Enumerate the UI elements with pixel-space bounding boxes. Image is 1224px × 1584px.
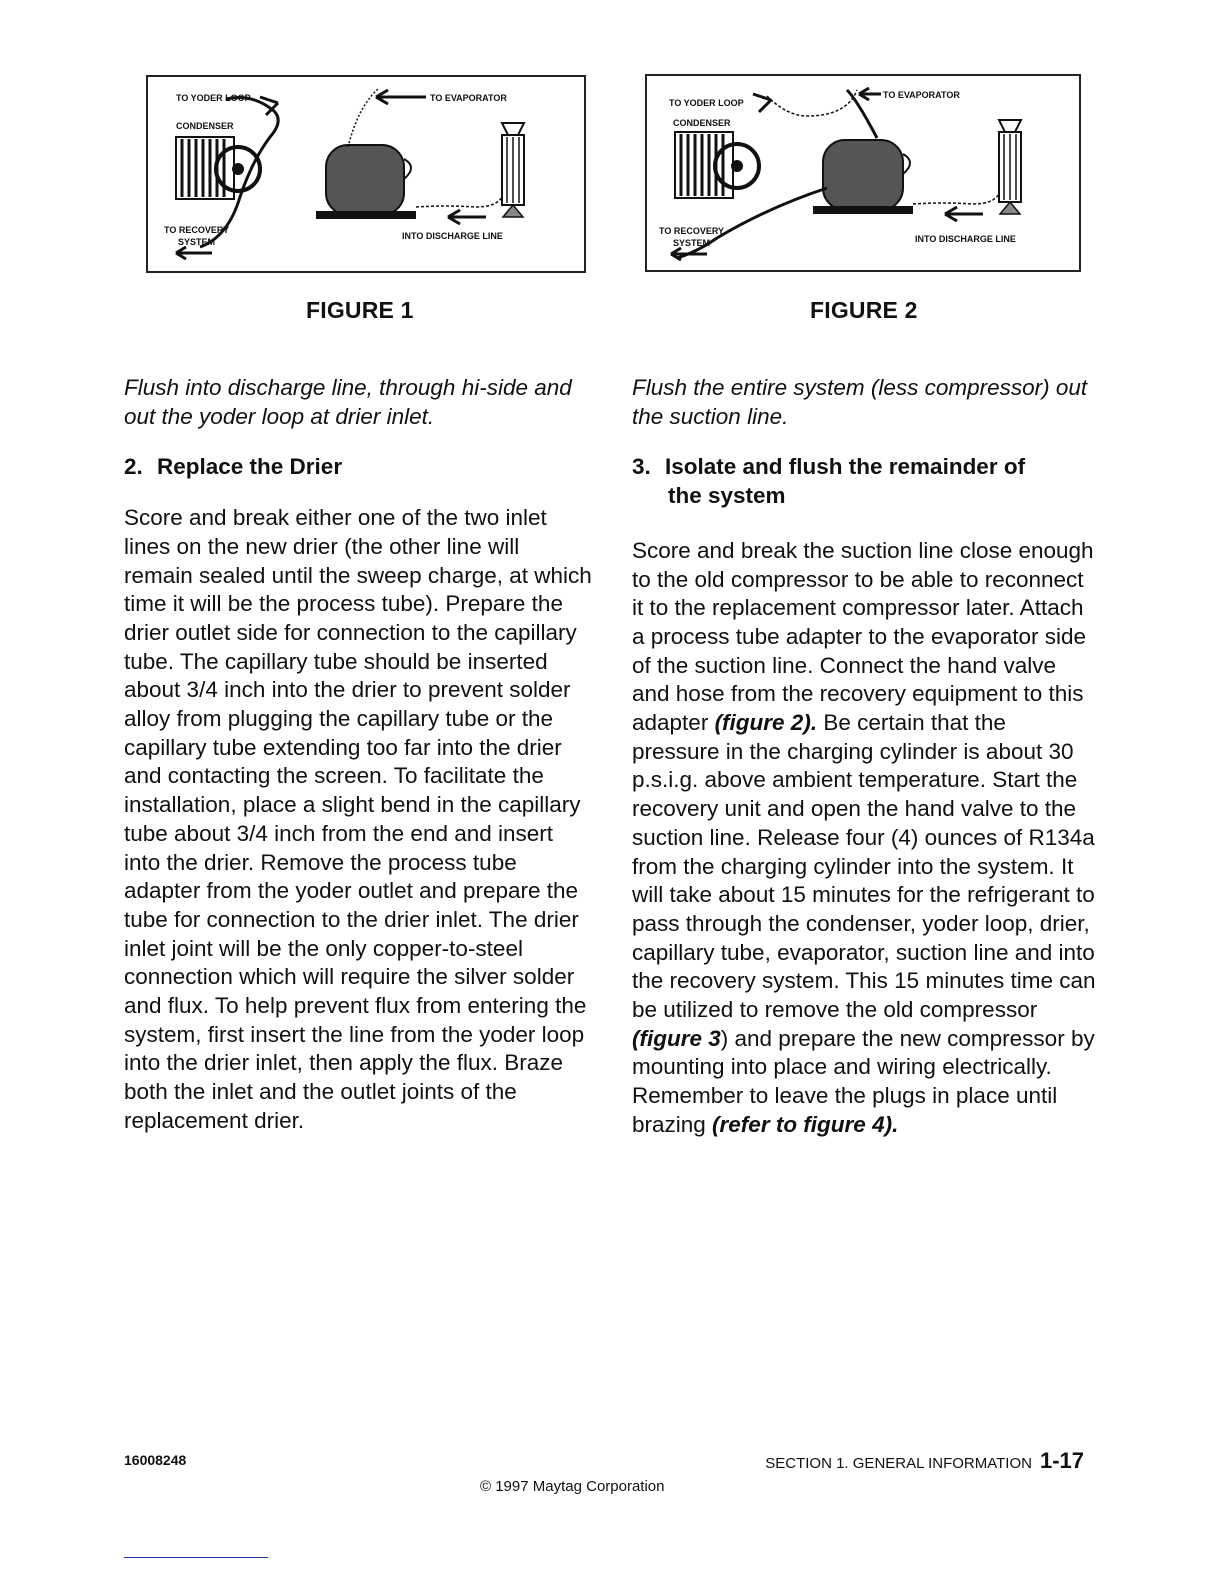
- label-condenser: CONDENSER: [673, 118, 731, 128]
- heading-number: 2.: [124, 454, 143, 480]
- arrow-evaporator-icon: [859, 88, 881, 100]
- page-number: 1-17: [1039, 1448, 1084, 1473]
- label-evaporator: TO EVAPORATOR: [430, 93, 507, 103]
- heading-line-1: Isolate and flush the remainder of: [665, 454, 1026, 480]
- discharge-line: [416, 197, 502, 207]
- section-heading-isolate-flush: [632, 453, 1098, 510]
- compressor: [813, 140, 913, 214]
- heading-line-2: the system: [668, 483, 786, 509]
- arrow-discharge-icon: [945, 207, 983, 221]
- figure-2-diagram: [645, 74, 1081, 272]
- figure-2-caption: Flush the entire system (less compressor) out the suction line.: [632, 375, 1088, 429]
- document-number: 16008248: [124, 1452, 187, 1468]
- label-recovery-line2: SYSTEM: [178, 237, 216, 247]
- drier: [502, 123, 524, 217]
- left-column: [124, 374, 594, 1136]
- figure-2-svg: [647, 76, 1079, 270]
- heading-text: Replace the Drier: [157, 454, 343, 480]
- label-recovery-line2: SYSTEM: [673, 238, 711, 248]
- figure-1-caption: Flush into discharge line, through hi-side and out the yoder loop at drier inlet.: [124, 375, 572, 429]
- body-part-a: Score and break the suction line close enough to the old compressor to be able to reconnect it to the replacement compressor later. Attach a process tube adapter to the evaporator side of the suction line. Connect the hand valve and hose from the recovery equipment to this adapter: [632, 537, 1094, 736]
- copyright: © 1997 Maytag Corporation: [480, 1478, 665, 1495]
- suction-line: [348, 89, 378, 147]
- figure-2-title: FIGURE 2: [810, 297, 918, 323]
- label-recovery-line1: TO RECOVERY: [659, 226, 725, 236]
- figure-3-reference: (figure 3: [632, 1025, 721, 1051]
- condenser-coil: [176, 137, 260, 199]
- yoder-loop-line: [767, 90, 857, 116]
- section-footer: [765, 1448, 1084, 1474]
- label-recovery-line1: TO RECOVERY: [164, 225, 230, 235]
- isolate-flush-body: [632, 537, 1098, 1140]
- arrow-recovery-icon: [671, 248, 707, 260]
- replace-drier-body: Score and break either one of the two inlet lines on the new drier (the other line will remain sealed until the sweep charge, at which time it will be the process tube). Prepare the drier outlet side for connection to the capillary tube. The capillary tube should be inserted about 3/4 inch into the drier to prevent solder alloy from plugging the capillary tube or the capillary tube extending too far into the drier and contacting the screen. To facilitate the installation, place a slight bend in the capillary tube about 3/4 inch from the end and insert into the drier. Remove the process tube adapter from the yoder outlet and prepare the tube for connection to the drier inlet. The drier inlet joint will be the only copper-to-steel connection which will require the silver solder and flux. To help prevent flux from entering the system, first insert the line from the yoder loop into the drier inlet, then apply the flux. Braze both the inlet and the outlet joints of the replacement drier.: [124, 505, 592, 1133]
- label-discharge-line: INTO DISCHARGE LINE: [915, 234, 1016, 244]
- label-discharge-line: INTO DISCHARGE LINE: [402, 231, 503, 241]
- figure-2-reference: (figure 2).: [714, 710, 818, 736]
- arrow-discharge-icon: [448, 210, 486, 224]
- arrow-recovery-icon: [176, 247, 212, 259]
- bottom-rule: [124, 1557, 268, 1558]
- section-name: SECTION 1. GENERAL INFORMATION: [765, 1455, 1032, 1472]
- label-condenser: CONDENSER: [176, 121, 234, 131]
- figure-1-svg: [148, 77, 584, 271]
- body-part-b: Be certain that the pressure in the charging cylinder is about 30 p.s.i.g. above ambient temperature. Start the recovery unit and open the hand valve to the suction line. Release four (4) ounces of R134a from the charging cylinder into the system. It will take about 15 minutes for the refrigerant to pass through the condenser, yoder loop, drier, capillary tube, evaporator, suction line and into the recovery system. This 15 minutes time can be utilized to remove the old compressor: [632, 710, 1096, 1023]
- figure-1-title: FIGURE 1: [306, 297, 414, 323]
- label-evaporator: TO EVAPORATOR: [883, 90, 960, 100]
- section-heading-replace-drier: [124, 453, 594, 482]
- figure-4-reference: (refer to figure 4).: [712, 1111, 899, 1137]
- drier: [999, 120, 1021, 214]
- figure-1-diagram: [146, 75, 586, 273]
- label-yoder-loop: TO YODER LOOP: [176, 93, 251, 103]
- right-column: [632, 374, 1098, 1140]
- heading-number: 3.: [632, 454, 651, 480]
- arrow-evaporator-icon: [376, 90, 426, 104]
- condenser-coil: [675, 132, 759, 198]
- discharge-line: [913, 194, 999, 204]
- label-yoder-loop: TO YODER LOOP: [669, 98, 744, 108]
- body-part-c: ) and prepare the new compressor by mounting into place and wiring electrically. Remember to leave the plugs in place until brazing: [632, 1025, 1095, 1137]
- compressor: [316, 145, 416, 219]
